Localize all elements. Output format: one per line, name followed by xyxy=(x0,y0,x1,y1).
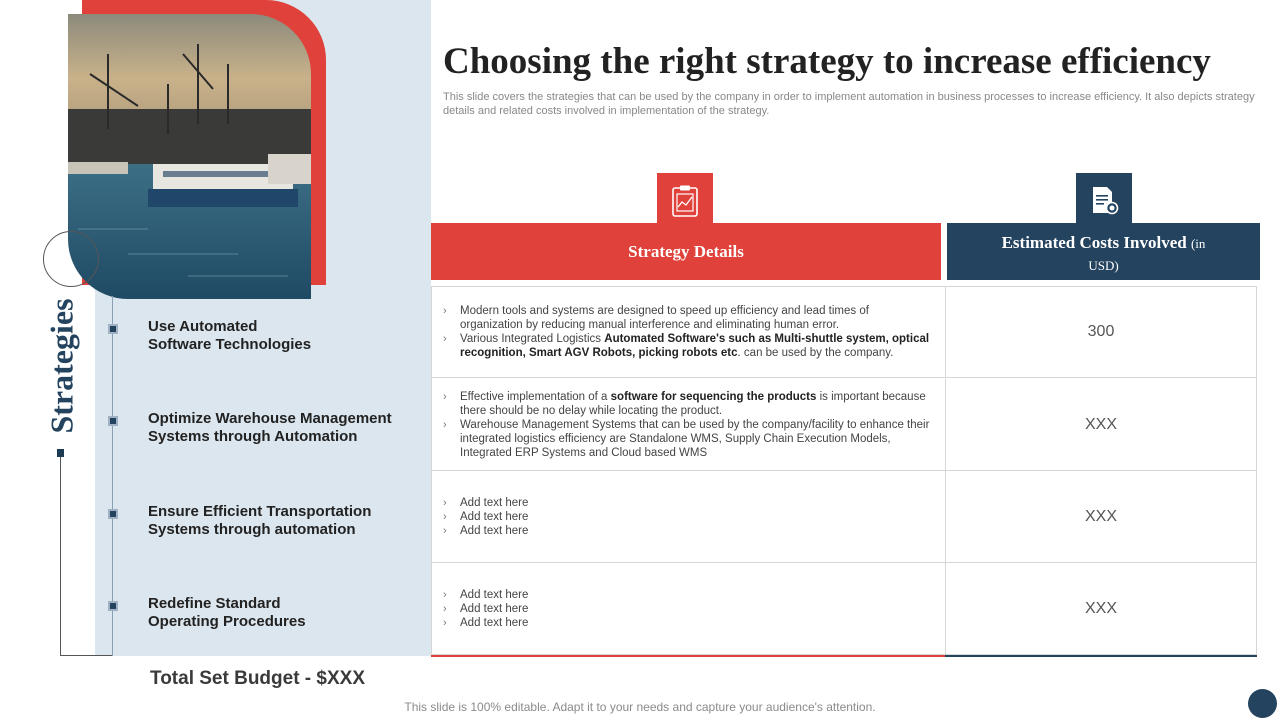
strategy-details-cell xyxy=(443,563,933,655)
detail-text: Add text here xyxy=(460,525,529,537)
detail-bullet xyxy=(443,524,933,538)
harbor-photo xyxy=(68,14,311,299)
detail-bullet xyxy=(443,418,933,460)
bracket-marker xyxy=(57,449,64,457)
estimated-costs-unit: USD) xyxy=(1088,258,1119,273)
chevron-right-icon: › xyxy=(443,497,447,509)
cost-value: 300 xyxy=(1087,323,1115,340)
cost-value: XXX xyxy=(1084,508,1117,525)
detail-bullet xyxy=(443,390,933,418)
strategy-item xyxy=(108,503,428,543)
corner-circle xyxy=(1248,689,1277,718)
document-coins-icon xyxy=(1076,173,1132,229)
detail-text: software for sequencing the products xyxy=(610,391,817,403)
table-row xyxy=(431,379,1257,471)
estimated-costs-in: (in xyxy=(1190,236,1206,251)
total-budget: Total Set Budget - $XXX xyxy=(150,668,366,689)
page-subtitle: This slide covers the strategies that can be used by the company in order to implement automation in business processes to increase efficiency. It also depicts strategy details and related costs involved in implementation of the strategy. xyxy=(443,91,1255,117)
chevron-right-icon: › xyxy=(443,603,447,615)
detail-text: Add text here xyxy=(460,511,529,523)
chevron-right-icon: › xyxy=(443,305,447,317)
table-row xyxy=(431,471,1257,563)
table-bottom-navy xyxy=(945,655,1257,657)
chevron-right-icon: › xyxy=(443,617,447,629)
detail-text: Add text here xyxy=(460,497,529,509)
strategies-title: Strategies xyxy=(43,298,80,434)
detail-bullet xyxy=(443,496,933,510)
cost-value: XXX xyxy=(1084,600,1117,617)
detail-bullet xyxy=(443,510,933,524)
strategy-bullet xyxy=(108,416,118,426)
detail-bullet xyxy=(443,332,933,360)
chevron-right-icon: › xyxy=(443,511,447,523)
strategy-label: Use Automated Software Technologies xyxy=(148,318,312,353)
strategy-details-cell xyxy=(443,471,933,563)
detail-text: Various Integrated Logistics xyxy=(460,333,605,345)
table-row xyxy=(431,286,1257,378)
page-title: Choosing the right strategy to increase efficiency xyxy=(443,41,1211,82)
cost-value: XXX xyxy=(1084,416,1117,433)
chevron-right-icon: › xyxy=(443,333,447,345)
strategy-label: Ensure Efficient Transportation Systems through automation xyxy=(148,503,372,538)
strategy-details-header: Strategy Details xyxy=(431,223,941,280)
detail-text: Effective implementation of a xyxy=(460,391,611,403)
chevron-right-icon: › xyxy=(443,391,447,403)
detail-text: Automated Software's such as Multi-shuttle system, optical recognition, Smart AGV Robots, picking robots etc xyxy=(460,333,930,359)
chevron-right-icon: › xyxy=(443,525,447,537)
detail-bullet xyxy=(443,602,933,616)
footer-note: This slide is 100% editable. Adapt it to your needs and capture your audience's attention. xyxy=(404,700,876,714)
detail-text: Add text here xyxy=(460,617,529,629)
detail-text: Warehouse Management Systems that can be used by the company/facility to enhance their integrated logistics efficiency are Standalone WMS, Supply Chain Execution Models, Integrated ERP Systems and Cloud based WMS xyxy=(460,419,930,459)
table-row xyxy=(431,563,1257,655)
detail-bullet xyxy=(443,616,933,630)
strategy-details-cell xyxy=(443,379,933,471)
strategy-details-cell xyxy=(443,286,933,378)
strategy-item xyxy=(108,318,428,358)
table-bottom-red xyxy=(431,655,945,657)
clipboard-chart-icon xyxy=(657,173,713,229)
detail-bullet xyxy=(443,588,933,602)
detail-text: is important because there should be no delay while locating the product. xyxy=(460,391,926,417)
detail-text: . can be used by the company. xyxy=(737,347,894,359)
strategy-bullet xyxy=(108,324,118,334)
decorative-circle xyxy=(43,231,99,287)
chevron-right-icon: › xyxy=(443,589,447,601)
detail-text: Add text here xyxy=(460,589,529,601)
strategy-item xyxy=(108,410,428,450)
strategy-label: Redefine Standard Operating Procedures xyxy=(148,595,306,630)
strategy-bullet xyxy=(108,509,118,519)
estimated-costs-label: Estimated Costs Involved xyxy=(1001,233,1187,252)
detail-text: Modern tools and systems are designed to speed up efficiency and lead times of organization by reducing manual interference and eliminating human error. xyxy=(460,305,869,331)
bracket-line xyxy=(60,456,112,656)
strategy-bullet xyxy=(108,601,118,611)
chevron-right-icon: › xyxy=(443,419,447,431)
strategy-item xyxy=(108,595,428,635)
detail-bullet xyxy=(443,304,933,332)
strategy-label: Optimize Warehouse Management Systems through Automation xyxy=(148,410,392,445)
estimated-costs-header xyxy=(947,223,1260,280)
detail-text: Add text here xyxy=(460,603,529,615)
